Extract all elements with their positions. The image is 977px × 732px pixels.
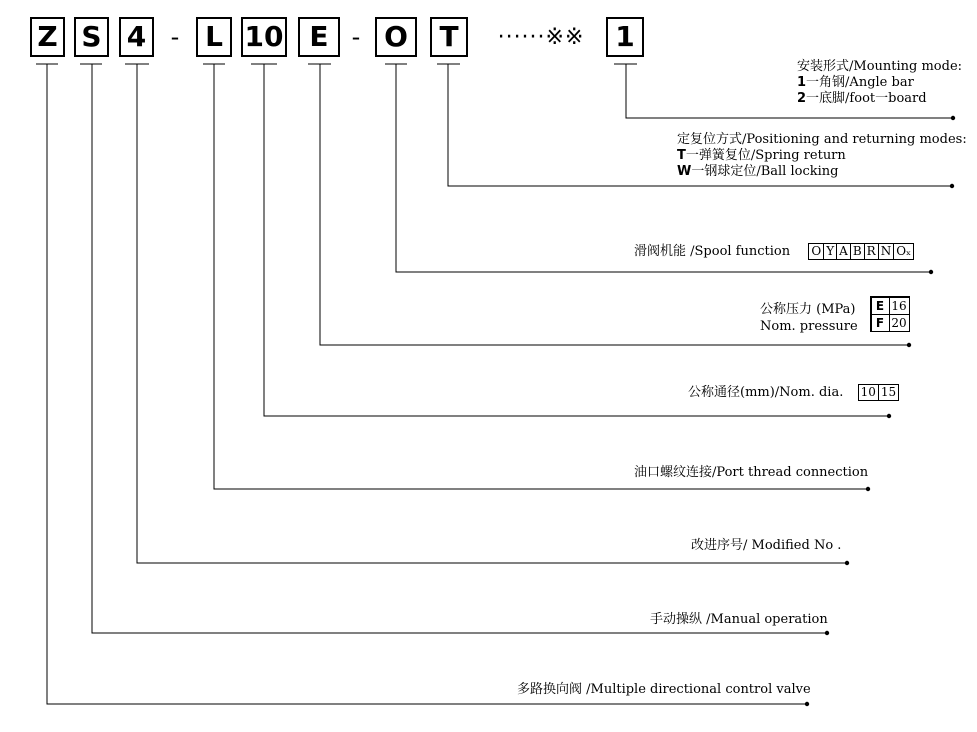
diameter-option: 15 <box>879 384 899 401</box>
label-spool <box>634 243 914 260</box>
leader-end-dot <box>825 631 829 635</box>
diameter-option: 10 <box>858 384 879 401</box>
spool-option: O <box>808 243 824 260</box>
code-box-size: 10 <box>241 17 287 57</box>
diameter-title: 公称通径(mm)/Nom. dia. <box>688 385 844 400</box>
mounting-option-2: 2一底脚/foot一board <box>797 91 927 106</box>
spool-option: B <box>851 243 865 260</box>
pressure-value: 20 <box>889 314 910 332</box>
spool-option: R <box>865 243 879 260</box>
label-positioning <box>677 132 967 180</box>
leader-end-dot <box>907 343 911 347</box>
spool-option: Oₓ <box>894 243 914 260</box>
label-modified: 改进序号/ Modified No . <box>691 538 842 553</box>
leader-end-dot <box>929 270 933 274</box>
label-diameter <box>688 384 899 401</box>
leader-diameter <box>264 64 888 416</box>
positioning-option-w: W一钢球定位/Ball locking <box>677 164 839 179</box>
code-box-return: T <box>430 17 468 57</box>
leader-end-dot <box>887 414 891 418</box>
code-box-pressure: E <box>298 17 340 57</box>
code-box-spool: O <box>375 17 417 57</box>
label-pressure <box>760 301 858 335</box>
code-box-mounting: 1 <box>606 17 644 57</box>
leader-port <box>214 64 867 489</box>
label-valve: 多路换向阀 /Multiple directional control valve <box>517 682 811 697</box>
code-box-z: Z <box>30 17 65 57</box>
mounting-option-1: 1一角钢/Angle bar <box>797 75 914 90</box>
label-port: 油口螺纹连接/Port thread connection <box>634 465 869 480</box>
positioning-option-t: T一弹簧复位/Spring return <box>677 148 846 163</box>
code-box-modification: 4 <box>119 17 154 57</box>
label-mounting <box>797 59 962 107</box>
spool-title: 滑阀机能 /Spool function <box>634 244 791 259</box>
pressure-key: F <box>871 314 890 332</box>
leader-end-dot <box>805 702 809 706</box>
spool-option: A <box>837 243 851 260</box>
code-placeholder-dots: ······※※ <box>497 24 585 50</box>
leader-end-dot <box>951 116 955 120</box>
spool-option: N <box>879 243 895 260</box>
mounting-title: 安装形式/Mounting mode: <box>797 59 963 74</box>
pressure-key: E <box>871 297 890 315</box>
leader-end-dot <box>845 561 849 565</box>
spool-option: Y <box>824 243 837 260</box>
leader-end-dot <box>950 184 954 188</box>
code-box-l: L <box>196 17 232 57</box>
pressure-title-en: Nom. pressure <box>760 319 858 334</box>
leader-end-dot <box>866 487 870 491</box>
code-box-s: S <box>74 17 109 57</box>
code-separator-1: - <box>170 23 180 51</box>
pressure-value: 16 <box>889 297 910 315</box>
code-separator-2: - <box>351 23 361 51</box>
pressure-title-cn: 公称压力 (MPa) <box>760 302 856 317</box>
positioning-title: 定复位方式/Positioning and returning modes: <box>677 132 967 147</box>
label-manual: 手动操纵 /Manual operation <box>650 612 828 627</box>
pressure-table <box>870 296 910 332</box>
